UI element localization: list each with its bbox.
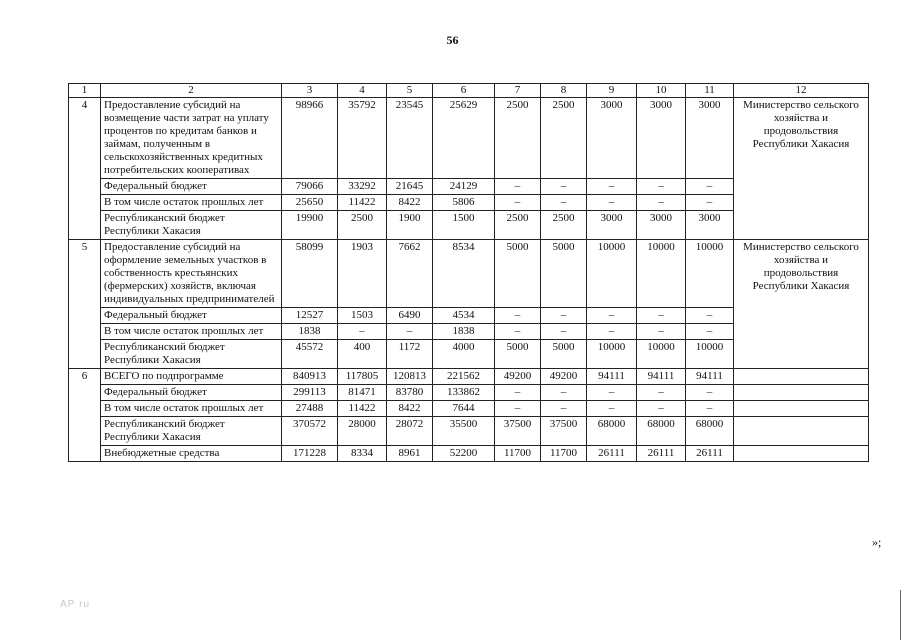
value-cell: 6490: [387, 308, 433, 324]
row-name: Предоставление субсидий на возмещение части затрат на уплату процентов по кредитам банков и займам, полученным в сельскохозяйственных кредитных потребительских кооперативах: [101, 98, 282, 179]
value-cell: 5000: [541, 340, 587, 369]
column-header: 2: [101, 84, 282, 98]
value-cell: 28000: [338, 417, 387, 446]
table-row: [69, 98, 869, 179]
table-row: [69, 401, 869, 417]
value-cell: 37500: [541, 417, 587, 446]
column-header: 10: [637, 84, 686, 98]
value-cell: 8961: [387, 446, 433, 462]
faint-stamp: АР ru: [60, 599, 91, 610]
responsible-ministry: Министерство сельского хозяйства и продовольствия Республики Хакасия: [734, 98, 869, 240]
value-cell: 4000: [433, 340, 495, 369]
value-cell: 12527: [282, 308, 338, 324]
value-cell: –: [686, 324, 734, 340]
value-cell: 45572: [282, 340, 338, 369]
value-cell: –: [541, 385, 587, 401]
value-cell: 5000: [495, 240, 541, 308]
table-row: [69, 385, 869, 401]
value-cell: 25629: [433, 98, 495, 179]
value-cell: 49200: [541, 369, 587, 385]
value-cell: –: [587, 324, 637, 340]
value-cell: –: [495, 195, 541, 211]
value-cell: 79066: [282, 179, 338, 195]
value-cell: 49200: [495, 369, 541, 385]
value-cell: 3000: [587, 98, 637, 179]
value-cell: –: [637, 308, 686, 324]
value-cell: –: [686, 308, 734, 324]
value-cell: 37500: [495, 417, 541, 446]
value-cell: 133862: [433, 385, 495, 401]
value-cell: 58099: [282, 240, 338, 308]
value-cell: 1903: [338, 240, 387, 308]
value-cell: 83780: [387, 385, 433, 401]
value-cell: 10000: [637, 240, 686, 308]
value-cell: 120813: [387, 369, 433, 385]
closing-quote-mark: »;: [872, 535, 882, 549]
column-header: 11: [686, 84, 734, 98]
value-cell: –: [637, 401, 686, 417]
empty-cell: [734, 385, 869, 401]
value-cell: 11700: [495, 446, 541, 462]
value-cell: 2500: [495, 211, 541, 240]
column-header: 7: [495, 84, 541, 98]
value-cell: 221562: [433, 369, 495, 385]
value-cell: –: [587, 401, 637, 417]
row-name: В том числе остаток прошлых лет: [101, 195, 282, 211]
column-header: 8: [541, 84, 587, 98]
value-cell: 400: [338, 340, 387, 369]
value-cell: 35500: [433, 417, 495, 446]
budget-table: [68, 83, 869, 462]
value-cell: 11422: [338, 195, 387, 211]
column-header: 4: [338, 84, 387, 98]
value-cell: –: [587, 195, 637, 211]
value-cell: 3000: [637, 211, 686, 240]
row-name: Республиканский бюджет Республики Хакасия: [101, 340, 282, 369]
value-cell: –: [495, 308, 541, 324]
row-name: Федеральный бюджет: [101, 385, 282, 401]
value-cell: 1838: [433, 324, 495, 340]
row-name: Предоставление субсидий на оформление земельных участков в собственность крестьянских (фермерских) хозяйств, включая индивидуальных предпринимателей: [101, 240, 282, 308]
value-cell: –: [686, 195, 734, 211]
value-cell: –: [541, 308, 587, 324]
value-cell: –: [495, 385, 541, 401]
value-cell: –: [686, 385, 734, 401]
table-row: [69, 240, 869, 308]
value-cell: 81471: [338, 385, 387, 401]
value-cell: –: [637, 385, 686, 401]
value-cell: –: [637, 324, 686, 340]
value-cell: 8534: [433, 240, 495, 308]
value-cell: 26111: [637, 446, 686, 462]
value-cell: 10000: [686, 240, 734, 308]
value-cell: –: [587, 308, 637, 324]
value-cell: 8422: [387, 195, 433, 211]
value-cell: 7644: [433, 401, 495, 417]
value-cell: 94111: [587, 369, 637, 385]
value-cell: 94111: [637, 369, 686, 385]
value-cell: 840913: [282, 369, 338, 385]
column-header: 6: [433, 84, 495, 98]
value-cell: 370572: [282, 417, 338, 446]
value-cell: –: [686, 401, 734, 417]
value-cell: –: [495, 401, 541, 417]
responsible-ministry: Министерство сельского хозяйства и продовольствия Республики Хакасия: [734, 240, 869, 369]
value-cell: 3000: [686, 211, 734, 240]
value-cell: 11700: [541, 446, 587, 462]
value-cell: 3000: [587, 211, 637, 240]
value-cell: 1500: [433, 211, 495, 240]
value-cell: –: [637, 195, 686, 211]
page-number: 56: [446, 33, 459, 47]
value-cell: 10000: [587, 240, 637, 308]
value-cell: 33292: [338, 179, 387, 195]
value-cell: 171228: [282, 446, 338, 462]
value-cell: 28072: [387, 417, 433, 446]
empty-cell: [734, 417, 869, 446]
value-cell: 98966: [282, 98, 338, 179]
value-cell: –: [587, 179, 637, 195]
value-cell: 11422: [338, 401, 387, 417]
value-cell: –: [637, 179, 686, 195]
value-cell: 4534: [433, 308, 495, 324]
value-cell: 21645: [387, 179, 433, 195]
row-number: 6: [69, 369, 101, 462]
table-row: [69, 369, 869, 385]
row-name: Федеральный бюджет: [101, 308, 282, 324]
value-cell: 117805: [338, 369, 387, 385]
value-cell: 3000: [637, 98, 686, 179]
value-cell: 25650: [282, 195, 338, 211]
value-cell: 1900: [387, 211, 433, 240]
empty-cell: [734, 446, 869, 462]
value-cell: 27488: [282, 401, 338, 417]
value-cell: 94111: [686, 369, 734, 385]
empty-cell: [734, 401, 869, 417]
value-cell: –: [541, 195, 587, 211]
value-cell: 2500: [495, 98, 541, 179]
column-header: 9: [587, 84, 637, 98]
value-cell: 68000: [587, 417, 637, 446]
value-cell: 3000: [686, 98, 734, 179]
row-name: Внебюджетные средства: [101, 446, 282, 462]
value-cell: 8334: [338, 446, 387, 462]
value-cell: 24129: [433, 179, 495, 195]
value-cell: 2500: [541, 211, 587, 240]
value-cell: –: [387, 324, 433, 340]
value-cell: 26111: [686, 446, 734, 462]
value-cell: 23545: [387, 98, 433, 179]
row-name: Республиканский бюджет Республики Хакасия: [101, 417, 282, 446]
value-cell: 8422: [387, 401, 433, 417]
value-cell: 2500: [541, 98, 587, 179]
value-cell: 1503: [338, 308, 387, 324]
value-cell: 299113: [282, 385, 338, 401]
value-cell: 10000: [637, 340, 686, 369]
value-cell: 35792: [338, 98, 387, 179]
value-cell: 52200: [433, 446, 495, 462]
table-row: [69, 446, 869, 462]
column-header: 3: [282, 84, 338, 98]
value-cell: 5000: [495, 340, 541, 369]
row-name: Федеральный бюджет: [101, 179, 282, 195]
value-cell: –: [495, 179, 541, 195]
value-cell: 5806: [433, 195, 495, 211]
row-number: 4: [69, 98, 101, 240]
value-cell: 1172: [387, 340, 433, 369]
value-cell: 10000: [686, 340, 734, 369]
value-cell: 10000: [587, 340, 637, 369]
value-cell: –: [541, 324, 587, 340]
row-number: 5: [69, 240, 101, 369]
value-cell: 68000: [686, 417, 734, 446]
value-cell: 1838: [282, 324, 338, 340]
value-cell: 5000: [541, 240, 587, 308]
row-name: Республиканский бюджет Республики Хакасия: [101, 211, 282, 240]
empty-cell: [734, 369, 869, 385]
row-name: В том числе остаток прошлых лет: [101, 324, 282, 340]
page-edge-line: [900, 590, 901, 640]
value-cell: –: [541, 179, 587, 195]
value-cell: 68000: [637, 417, 686, 446]
value-cell: –: [541, 401, 587, 417]
value-cell: –: [495, 324, 541, 340]
row-name: В том числе остаток прошлых лет: [101, 401, 282, 417]
value-cell: 2500: [338, 211, 387, 240]
value-cell: 19900: [282, 211, 338, 240]
table-row: [69, 417, 869, 446]
value-cell: –: [686, 179, 734, 195]
value-cell: 26111: [587, 446, 637, 462]
header-row: [69, 84, 869, 98]
column-header: 5: [387, 84, 433, 98]
row-name: ВСЕГО по подпрограмме: [101, 369, 282, 385]
column-header: 12: [734, 84, 869, 98]
value-cell: –: [338, 324, 387, 340]
value-cell: –: [587, 385, 637, 401]
value-cell: 7662: [387, 240, 433, 308]
column-header: 1: [69, 84, 101, 98]
